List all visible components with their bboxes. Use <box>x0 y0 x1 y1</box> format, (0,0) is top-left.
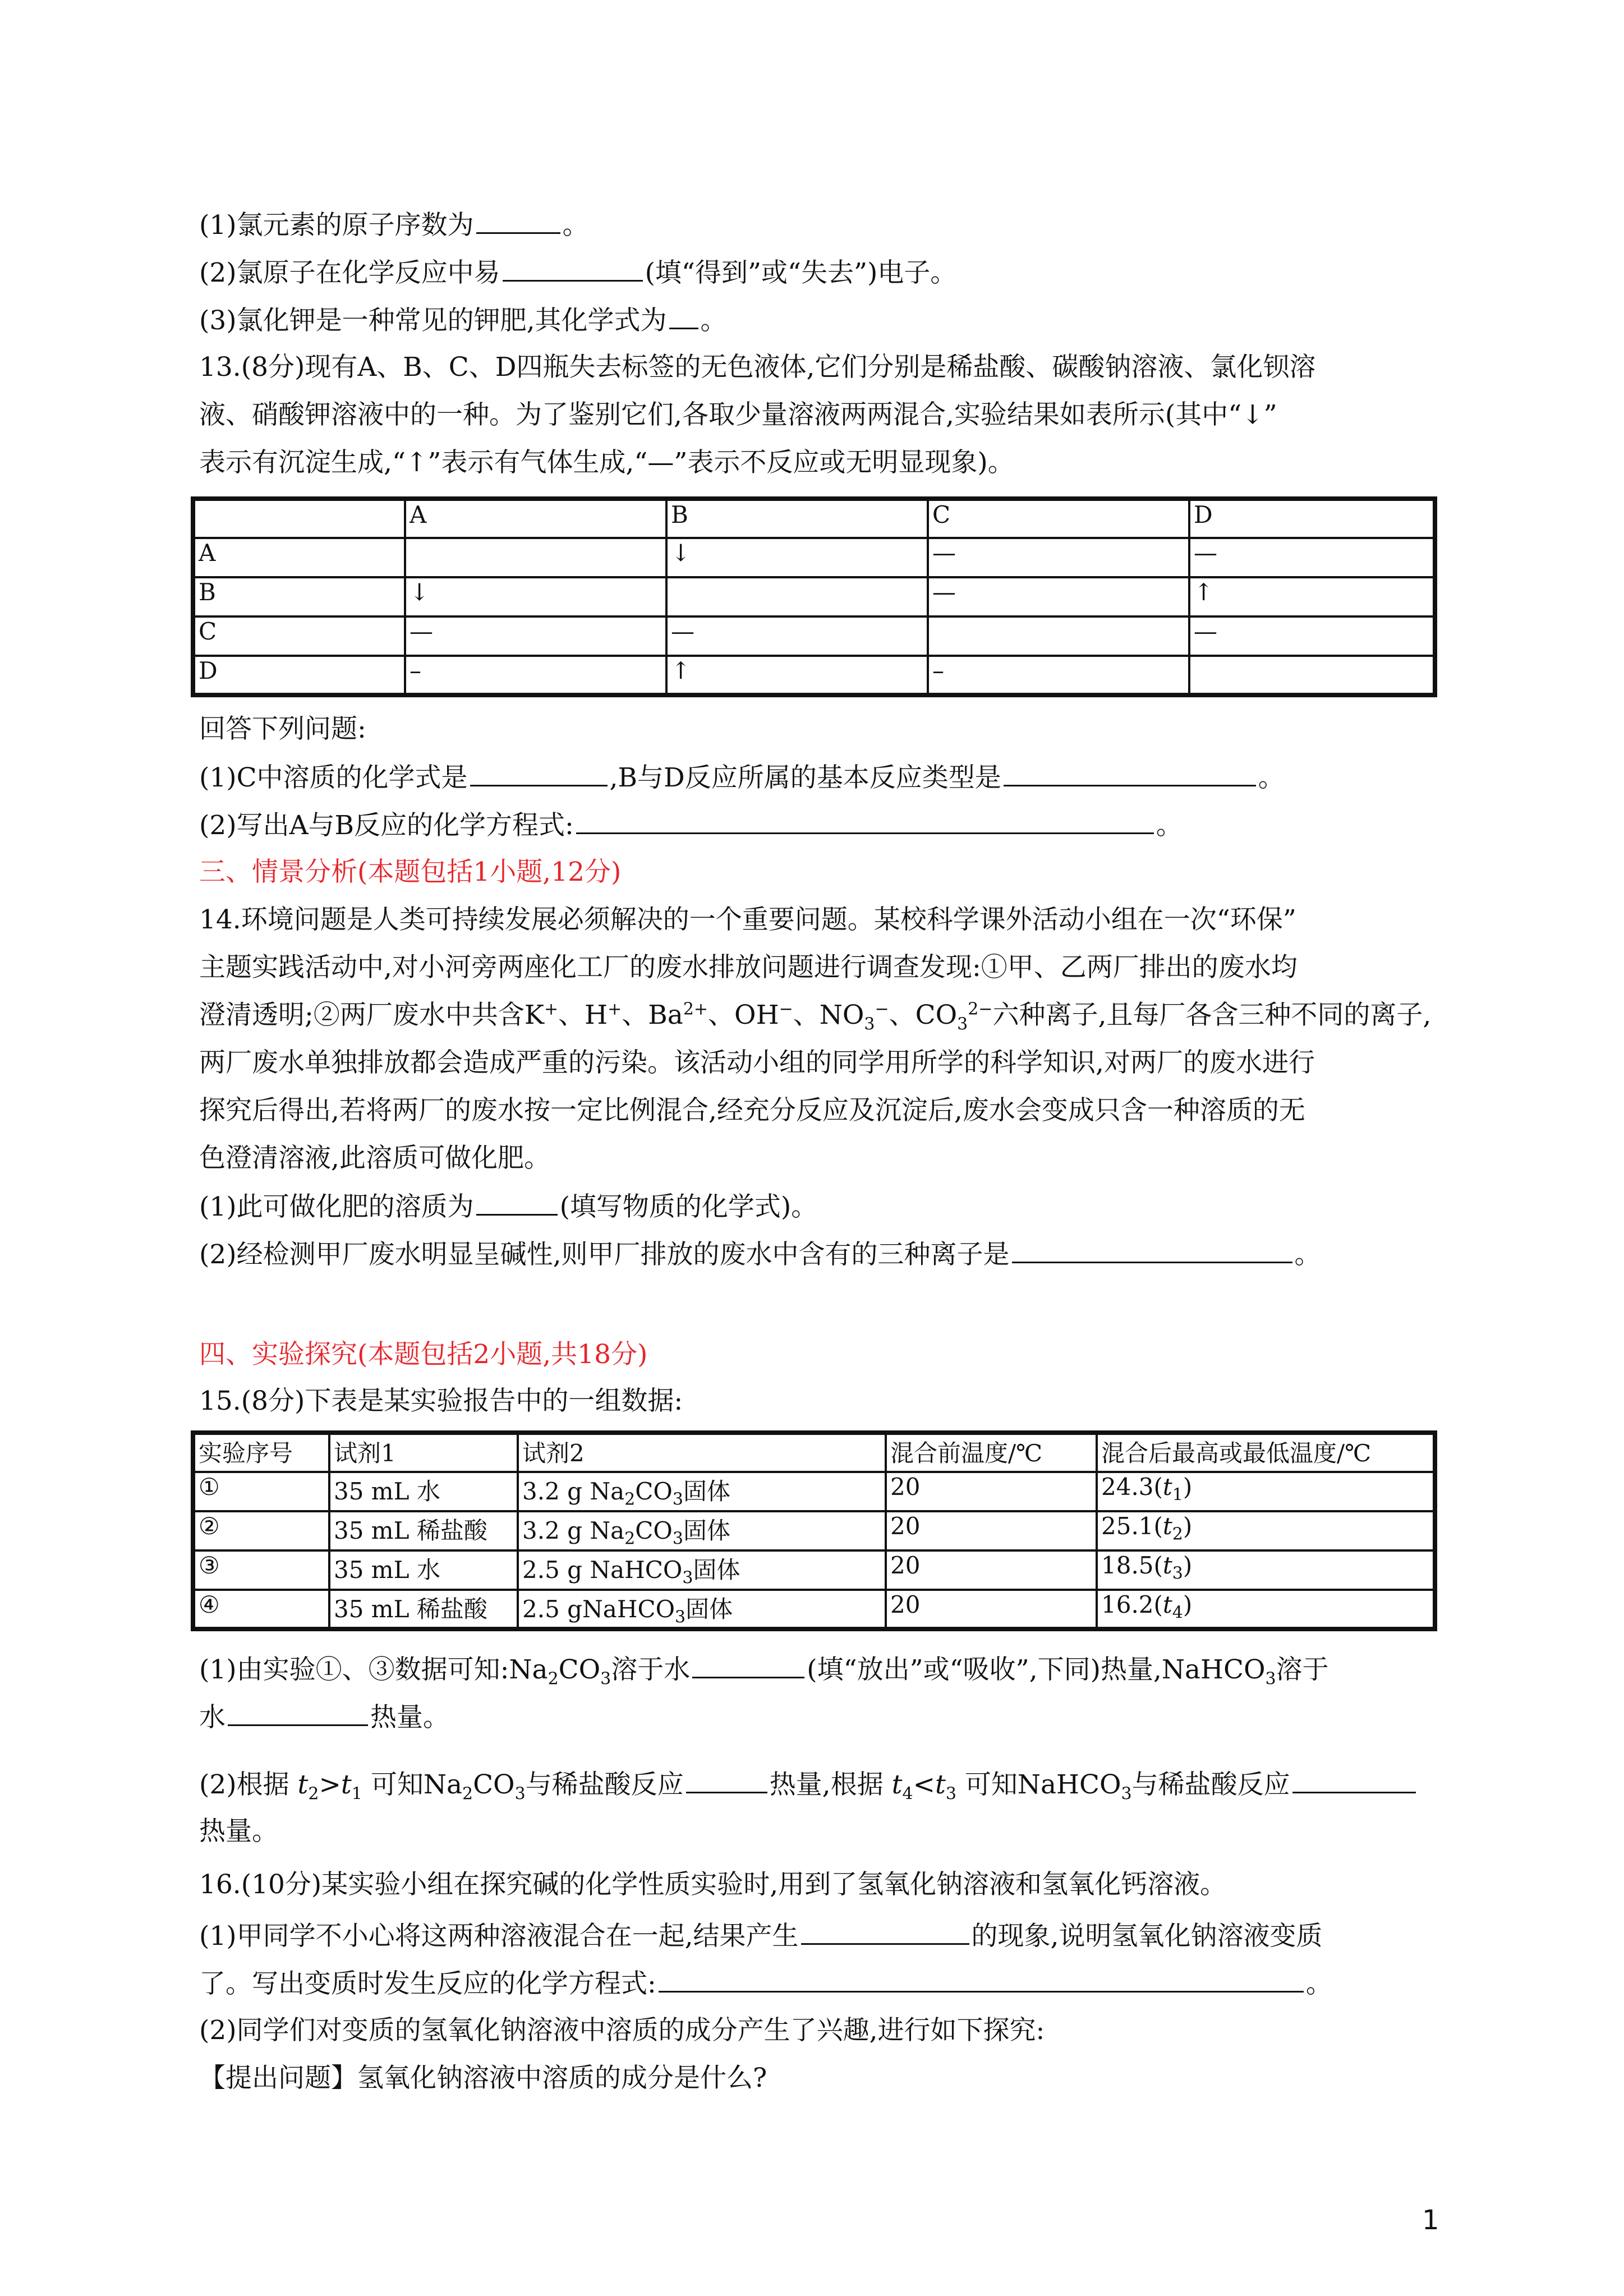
table-cell: 实验序号 <box>193 1433 329 1472</box>
table-cell: ↑ <box>1189 577 1435 616</box>
table-cell: — <box>928 577 1189 616</box>
table-cell <box>1189 656 1435 695</box>
table-cell: ↑ <box>666 656 928 695</box>
q13-text: 。 <box>1156 810 1183 841</box>
table-cell: 试剂1 <box>329 1433 518 1472</box>
answer-blank[interactable] <box>476 1189 558 1216</box>
table-cell: — <box>928 538 1189 577</box>
ion-k: K+ <box>524 999 559 1030</box>
table-cell: 35 mL 稀盐酸 <box>329 1590 518 1629</box>
table-cell: D <box>193 656 405 695</box>
table-cell <box>666 577 928 616</box>
q14-text: (1)此可做化肥的溶质为 <box>199 1191 474 1222</box>
table-cell: 20 <box>886 1590 1097 1629</box>
table-cell: 试剂2 <box>518 1433 886 1472</box>
q12-text: 。 <box>562 210 589 241</box>
q14-stem-line5: 探究后得出,若将两厂的废水按一定比例混合,经充分反应及沉淀后,废水会变成只含一种溶质的无 <box>199 1095 1305 1126</box>
answer-blank[interactable] <box>1012 1237 1292 1263</box>
table-row <box>193 1511 1435 1550</box>
answer-blank[interactable] <box>659 1966 1304 1993</box>
table-cell: 3.2 g $Na_2CO_3$固体 <box>518 1511 886 1550</box>
table-cell: ↓ <box>666 538 928 577</box>
table-row <box>193 538 1435 577</box>
table-cell: 2.5 gNaHCO$_3$固体 <box>518 1590 886 1629</box>
ion-h: H+ <box>585 999 622 1030</box>
q12-text: (2)氯原子在化学反应中易 <box>199 257 500 288</box>
q13-text: (1)C中溶质的化学式是 <box>199 762 468 793</box>
q15-stem: 15.(8分)下表是某实验报告中的一组数据: <box>199 1386 683 1416</box>
table-cell: 20 <box>886 1472 1097 1511</box>
q14-stem-line4: 两厂废水单独排放都会造成严重的污染。该活动小组的同学用所学的科学知识,对两厂的废水进行 <box>199 1047 1315 1078</box>
table-cell: – <box>928 656 1189 695</box>
table-cell: — <box>1189 616 1435 656</box>
table-cell <box>193 499 405 538</box>
table-cell: 3.2 g $Na_2CO_3$固体 <box>518 1472 886 1511</box>
table-cell: A <box>405 499 666 538</box>
q15-answer1-line1: (1)由实验①、③数据可知$:Na_2CO_3$溶于水 (填“放出”或“吸收”,下同)热量,NaHCO$_3$溶于 <box>199 1652 1329 1687</box>
q12-text: (1)氯元素的原子序数为 <box>199 210 474 241</box>
table-cell: ④ <box>193 1590 329 1629</box>
q13-text: 。 <box>1258 762 1285 793</box>
table-cell: – <box>405 656 666 695</box>
table-cell: A <box>193 538 405 577</box>
ion-no3: $NO_3^-$ <box>819 999 889 1034</box>
table-cell: 混合前温度/℃ <box>886 1433 1097 1472</box>
q13-answer2 <box>199 808 1183 843</box>
table-cell: 混合后最高或最低温度/℃ <box>1097 1433 1435 1472</box>
q12-text: 。 <box>700 305 727 336</box>
table-cell <box>405 538 666 577</box>
q13-text: ,B与D反应所属的基本反应类型是 <box>609 762 1001 793</box>
q14-answer1 <box>199 1189 817 1224</box>
q14-answer2 <box>199 1237 1321 1272</box>
q14-stem-line6: 色澄清溶液,此溶质可做化肥。 <box>199 1143 550 1174</box>
q15-data-table <box>191 1430 1437 1631</box>
q13-stem-line1: 13.(8分)现有A、B、C、D四瓶失去标签的无色液体,它们分别是稀盐酸、碳酸钠溶液、氯化钡溶 <box>199 352 1316 383</box>
table-header-row <box>193 1433 1435 1472</box>
q14-stem-line3: 澄清透明;②两厂废水中共含K+、H+、$Ba^{2+}$、OH−、$NO_3^-$、$CO_3^{2-}$六种离子,且每厂各含三种不同的离子, <box>199 999 1432 1034</box>
table-cell: 35 mL 水 <box>329 1472 518 1511</box>
table-header-row <box>193 499 1435 538</box>
q14-text: 六种离子,且每厂各含三种不同的离子, <box>992 1000 1432 1030</box>
section-heading-3: 三、情景分析(本题包括1小题,12分) <box>199 857 622 887</box>
ion-ba: $Ba^{2+}$ <box>648 999 709 1030</box>
ion-oh: OH− <box>734 999 793 1030</box>
page-number: 1 <box>1422 2205 1439 2236</box>
table-cell: $18.5(t_3)$ <box>1097 1550 1435 1590</box>
q12-text: (填“得到”或“失去”)电子。 <box>645 257 957 288</box>
table-cell: 2.5 g NaHCO$_3$固体 <box>518 1550 886 1590</box>
table-cell: C <box>928 499 1189 538</box>
q14-stem-line1: 14.环境问题是人类可持续发展必须解决的一个重要问题。某校科学课外活动小组在一次“环保” <box>199 904 1296 935</box>
q13-answer1 <box>199 760 1285 795</box>
answer-blank[interactable] <box>228 1700 368 1726</box>
q14-text: (填写物质的化学式)。 <box>559 1191 818 1222</box>
answer-blank[interactable] <box>476 208 560 234</box>
q13-text: (2)写出A与B反应的化学方程式: <box>199 810 574 841</box>
table-cell: ③ <box>193 1550 329 1590</box>
q13-reaction-table <box>191 496 1437 697</box>
answer-blank[interactable] <box>1292 1767 1416 1793</box>
table-cell: ① <box>193 1472 329 1511</box>
answer-blank[interactable] <box>503 255 643 282</box>
q13-stem-line3: 表示有沉淀生成,“↑”表示有气体生成,“—”表示不反应或无明显现象)。 <box>199 447 1014 478</box>
table-cell: — <box>1189 538 1435 577</box>
table-cell: 20 <box>886 1511 1097 1550</box>
table-cell: $24.3(t_1)$ <box>1097 1472 1435 1511</box>
table-row <box>193 1550 1435 1590</box>
q15-answer1-line2: 水 热量。 <box>199 1700 449 1734</box>
table-cell: $16.2(t_4)$ <box>1097 1590 1435 1629</box>
table-cell: D <box>1189 499 1435 538</box>
answer-blank[interactable] <box>576 808 1154 834</box>
table-row <box>193 656 1435 695</box>
q14-text: (2)经检测甲厂废水明显呈碱性,则甲厂排放的废水中含有的三种离子是 <box>199 1239 1010 1270</box>
answer-blank[interactable] <box>686 1767 767 1793</box>
q14-text: 。 <box>1294 1239 1321 1270</box>
answer-blank[interactable] <box>669 303 698 329</box>
q16-question-prompt: 【提出问题】氢氧化钠溶液中溶质的成分是什么? <box>199 2063 767 2093</box>
section-heading-4: 四、实验探究(本题包括2小题,共18分) <box>199 1339 648 1370</box>
table-row <box>193 616 1435 656</box>
table-cell: — <box>405 616 666 656</box>
q14-stem-line2: 主题实践活动中,对小河旁两座化工厂的废水排放问题进行调查发现:①甲、乙两厂排出的废水均 <box>199 952 1298 983</box>
q15-answer2-line1: (2)根据 $t_2>t_1$ 可知$Na_2CO_3$与稀盐酸反应 热量,根据 $t_4<t_3$ 可知NaHCO$_3$与稀盐酸反应 <box>199 1767 1418 1802</box>
q12-line2 <box>199 255 956 290</box>
table-cell: 35 mL 水 <box>329 1550 518 1590</box>
table-cell: — <box>666 616 928 656</box>
table-cell: $25.1(t_2)$ <box>1097 1511 1435 1550</box>
answer-blank[interactable] <box>470 760 608 786</box>
table-cell: B <box>666 499 928 538</box>
q13-prompt: 回答下列问题: <box>199 714 366 744</box>
ion-co3: $CO_3^{2-}$ <box>915 999 993 1034</box>
table-cell <box>928 616 1189 656</box>
q14-text: 澄清透明;②两厂废水中共含 <box>199 1000 525 1030</box>
table-cell: B <box>193 577 405 616</box>
table-cell: ↓ <box>405 577 666 616</box>
q12-line1 <box>199 208 589 242</box>
q12-text: (3)氯化钾是一种常见的钾肥,其化学式为 <box>199 305 667 336</box>
table-row <box>193 577 1435 616</box>
table-cell: ② <box>193 1511 329 1550</box>
q16-stem: 16.(10分)某实验小组在探究碱的化学性质实验时,用到了氢氧化钠溶液和氢氧化钙溶液。 <box>199 1869 1227 1900</box>
answer-blank[interactable] <box>692 1652 804 1678</box>
table-cell: C <box>193 616 405 656</box>
answer-blank[interactable] <box>1004 760 1256 786</box>
q15-answer2-line2: 热量。 <box>199 1816 278 1847</box>
table-cell: 20 <box>886 1550 1097 1590</box>
q16-answer1-line2: 了。写出变质时发生反应的化学方程式: 。 <box>199 1966 1332 2001</box>
table-row <box>193 1590 1435 1629</box>
table-cell: 35 mL 稀盐酸 <box>329 1511 518 1550</box>
q16-part2: (2)同学们对变质的氢氧化钠溶液中溶质的成分产生了兴趣,进行如下探究: <box>199 2015 1045 2046</box>
answer-blank[interactable] <box>801 1918 969 1945</box>
q16-answer1-line1: (1)甲同学不小心将这两种溶液混合在一起,结果产生 的现象,说明氢氧化钠溶液变质 <box>199 1918 1322 1953</box>
q13-stem-line2: 液、硝酸钾溶液中的一种。为了鉴别它们,各取少量溶液两两混合,实验结果如表所示(其中“↓” <box>199 399 1277 430</box>
q12-line3 <box>199 303 727 338</box>
table-row <box>193 1472 1435 1511</box>
